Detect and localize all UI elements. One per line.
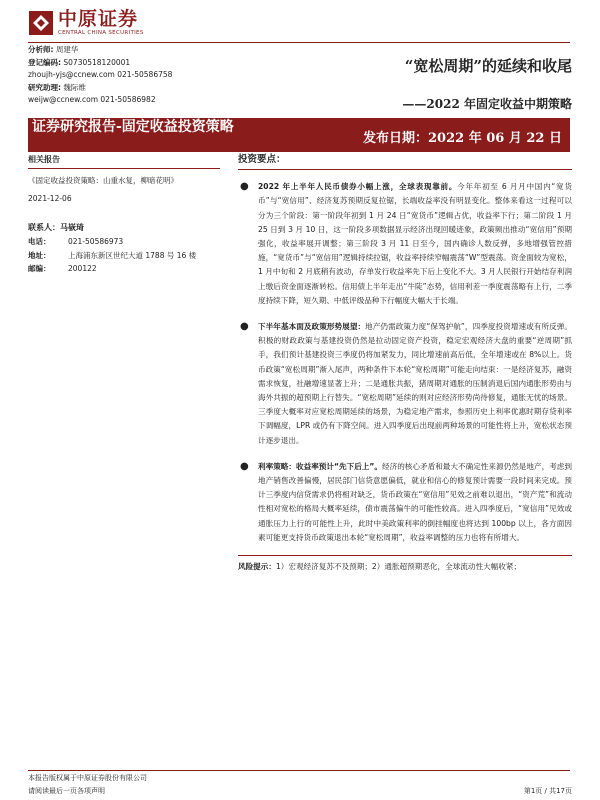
related-divider xyxy=(28,168,220,169)
footer-divider xyxy=(28,770,570,771)
summary-point: ● 利率策略：收益率预计“先下后上”。经济的核心矛盾和最大不确定性来源仍然是地产，考虑到地产销售改善偏慢，居民部门信贷意愿偏低，就业和信心的修复预计需要一段时间来完成。预计三季度内信贷需求仍将相对缺乏，货币政策在“宽信用”见效之前难以退出，“资产荒”和流动性相对宽松的格局大概率延续，债市震荡偏牛的可能性较高。进入四季度后，“宽信用”见效或通胀压力上行的可能性上升，此时中美政策利率的倒挂幅度也将达到 100bp 以上，各方面因素可能更支持货币政策退出本轮“宽松周期”，收益率调整的压力也将有所增大。 xyxy=(240,460,572,542)
contact-phone: 电话： 021-50586973 xyxy=(28,237,124,246)
contact-address: 地址： 上海浦东新区世纪大道 1788 号 16 楼 xyxy=(28,250,197,260)
analyst-row: 研究助理: 魏际维 xyxy=(28,82,86,92)
logo-name-en: CENTRAL CHINA SECURITIES xyxy=(58,29,144,36)
logo-mark-icon xyxy=(28,10,54,36)
page-number: 第1页 / 共17页 xyxy=(523,787,572,795)
report-title: “宽松周期”的延续和收尾 xyxy=(404,57,572,75)
bullet-icon: ● xyxy=(240,321,249,333)
contact-name: 联系人：马嵚琦 xyxy=(28,223,84,232)
summary-divider xyxy=(238,169,572,170)
publish-date: 发布日期：2022 年 06 月 22 日 xyxy=(363,131,562,146)
related-reports xyxy=(28,154,228,203)
risk-divider xyxy=(238,555,572,556)
report-subtitle: ——2022 年固定收益中期策略 xyxy=(402,97,572,111)
logo-name-cn: 中原证券 xyxy=(58,7,139,30)
related-heading: 相关报告 xyxy=(28,155,60,164)
analyst-row: 登记编码: S0730518120001 xyxy=(28,57,131,67)
analyst-block xyxy=(28,44,172,107)
summary-point: ● 2022 年上半年人民币债券小幅上涨，全球表现靠前。今年年初至 6 月月中国内“宽货币”与“宽信用”、经济复苏预期反复拉锯，长端收益率没有明显变化。整体来看这一过程可以分为三个阶段：第一阶段年初到 1 月 24 日“宽货币”逻辑占优，收益率下行；第二阶段 1 月 25 日到 3 月 10 日，这一阶段多项数据显示经济出现回暖迹象，政策频出推动“宽信用”预期强化，收益率展开调整；第三阶段 3 月 11 日至今，国内确诊人数反弹，多地增强管控措施，“宽货币”与“宽信用”逻辑持续拉锯，收益率持续窄幅震荡“W”型震荡。资金面较为宽松，1 月中旬和 2 月底稍有波动，存单发行收益率先下后上变化不大。3 月人民银行开始结存利润上缴后资金面逐渐转松。信用债上半年走出“牛陡”态势，信用利差一季度震荡略有上行，二季度持续下降，短久期、中低评级品种下行幅度大幅大于长端。 xyxy=(240,181,572,305)
header-divider xyxy=(28,42,570,43)
related-item-date: 2021-12-06 xyxy=(28,194,72,203)
related-item-title[interactable]: 《固定收益投资策略：山重水复，柳暗花明》 xyxy=(28,176,178,185)
report-banner xyxy=(28,118,570,152)
investment-summary xyxy=(238,153,572,574)
analyst-row: 分析师: 周建华 xyxy=(28,45,79,54)
summary-heading: 投资要点： xyxy=(238,154,286,165)
analyst-row: zhoujh-yjs@ccnew.com 021-50586758 xyxy=(28,70,173,79)
contact-postcode: 邮编： 200122 xyxy=(28,264,97,273)
contact-block xyxy=(28,222,228,276)
company-logo xyxy=(28,6,188,40)
disclaimer-note: 请阅读最后一页各项声明 xyxy=(28,787,105,795)
bullet-icon: ● xyxy=(240,460,249,472)
risk-warning: 风险提示：1）宏观经济复苏不及预期；2）通胀超预期恶化，全球流动性大幅收紧； xyxy=(238,562,522,572)
summary-point: ● 下半年基本面及政策形势展望：地产仍需政策力度“保驾护航”，四季度投资增速或有所反弹。积极的财政政策与基建投资仍然是拉动固定资产投资，稳定宏观经济大盘的重要“逆周期”抓手，我们预计基建投资三季度仍将加紧发力，同比增速前高后低，全年增速或在 8%以上。货币政策“宽松周期”渐入尾声，两种条件下本轮“宽松周期”可能走向结束：一是经济复苏，融资需求恢复，社融增速显著上升；二是通胀共振，猪周期对通胀的压制消退后国内通胀形势由与海外共振的超预期上行替失。“宽松周期”延续的则对应经济形势尚待修复，通胀无忧的场景。三季度大概率对应宽松周期延续的场景，为稳定地产需求，参照历史上利率优惠时期存贷利率下调幅度，LPR 或仍有下降空间。进入四季度后出现前两种场景的可能性将上升，宽松状态预计逐步退出。 xyxy=(240,321,572,445)
report-category: 证券研究报告-固定收益投资策略 xyxy=(32,119,234,135)
bullet-icon: ● xyxy=(240,181,249,193)
analyst-row: weijw@ccnew.com 021-50586982 xyxy=(28,95,156,104)
copyright-note: 本报告版权属于中原证券股份有限公司 xyxy=(28,774,147,782)
